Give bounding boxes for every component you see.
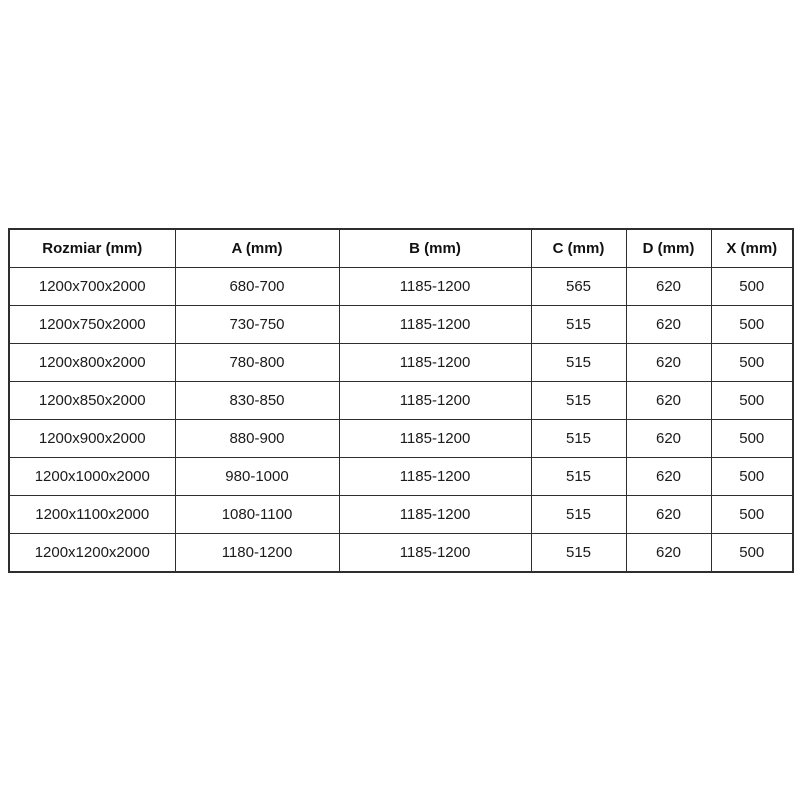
table-cell: 620 xyxy=(626,534,711,573)
table-cell: 500 xyxy=(711,496,793,534)
table-cell: 620 xyxy=(626,306,711,344)
header-row xyxy=(9,229,793,268)
table-cell: 780-800 xyxy=(175,344,339,382)
table-cell: 1200x1100x2000 xyxy=(9,496,175,534)
table-cell: 620 xyxy=(626,382,711,420)
table-row xyxy=(9,306,793,344)
table-cell: 830-850 xyxy=(175,382,339,420)
table-cell: 620 xyxy=(626,420,711,458)
table-cell: 515 xyxy=(531,344,626,382)
table-cell: 1200x1000x2000 xyxy=(9,458,175,496)
table-cell: 500 xyxy=(711,420,793,458)
table-cell: 1185-1200 xyxy=(339,420,531,458)
table-cell: 1185-1200 xyxy=(339,344,531,382)
table-cell: 1185-1200 xyxy=(339,496,531,534)
table-cell: 500 xyxy=(711,268,793,306)
table-row xyxy=(9,268,793,306)
table-row xyxy=(9,344,793,382)
table-cell: 565 xyxy=(531,268,626,306)
table-cell: 1200x850x2000 xyxy=(9,382,175,420)
column-header-x: X (mm) xyxy=(711,229,793,268)
table-cell: 515 xyxy=(531,458,626,496)
table-row xyxy=(9,420,793,458)
table-cell: 1080-1100 xyxy=(175,496,339,534)
table-row xyxy=(9,382,793,420)
table-cell: 1185-1200 xyxy=(339,268,531,306)
table-cell: 620 xyxy=(626,458,711,496)
table-cell: 1200x700x2000 xyxy=(9,268,175,306)
table-cell: 500 xyxy=(711,306,793,344)
table-cell: 620 xyxy=(626,496,711,534)
dimensions-table xyxy=(8,228,794,573)
column-header-rozmiar: Rozmiar (mm) xyxy=(9,229,175,268)
table-cell: 620 xyxy=(626,344,711,382)
table-cell: 515 xyxy=(531,420,626,458)
column-header-b: B (mm) xyxy=(339,229,531,268)
table-cell: 1185-1200 xyxy=(339,458,531,496)
table-cell: 980-1000 xyxy=(175,458,339,496)
table-cell: 1200x750x2000 xyxy=(9,306,175,344)
table-cell: 1180-1200 xyxy=(175,534,339,573)
table-cell: 620 xyxy=(626,268,711,306)
table-cell: 515 xyxy=(531,306,626,344)
table-cell: 1200x800x2000 xyxy=(9,344,175,382)
dimensions-table-container xyxy=(8,228,794,573)
table-cell: 1185-1200 xyxy=(339,382,531,420)
table-row xyxy=(9,458,793,496)
table-cell: 500 xyxy=(711,344,793,382)
table-cell: 515 xyxy=(531,382,626,420)
table-cell: 500 xyxy=(711,382,793,420)
table-cell: 515 xyxy=(531,534,626,573)
table-cell: 1185-1200 xyxy=(339,534,531,573)
table-cell: 500 xyxy=(711,534,793,573)
column-header-c: C (mm) xyxy=(531,229,626,268)
column-header-d: D (mm) xyxy=(626,229,711,268)
table-cell: 680-700 xyxy=(175,268,339,306)
table-cell: 1200x900x2000 xyxy=(9,420,175,458)
table-row xyxy=(9,496,793,534)
table-cell: 1200x1200x2000 xyxy=(9,534,175,573)
table-cell: 880-900 xyxy=(175,420,339,458)
table-cell: 515 xyxy=(531,496,626,534)
table-cell: 500 xyxy=(711,458,793,496)
table-cell: 730-750 xyxy=(175,306,339,344)
table-cell: 1185-1200 xyxy=(339,306,531,344)
column-header-a: A (mm) xyxy=(175,229,339,268)
table-row xyxy=(9,534,793,573)
